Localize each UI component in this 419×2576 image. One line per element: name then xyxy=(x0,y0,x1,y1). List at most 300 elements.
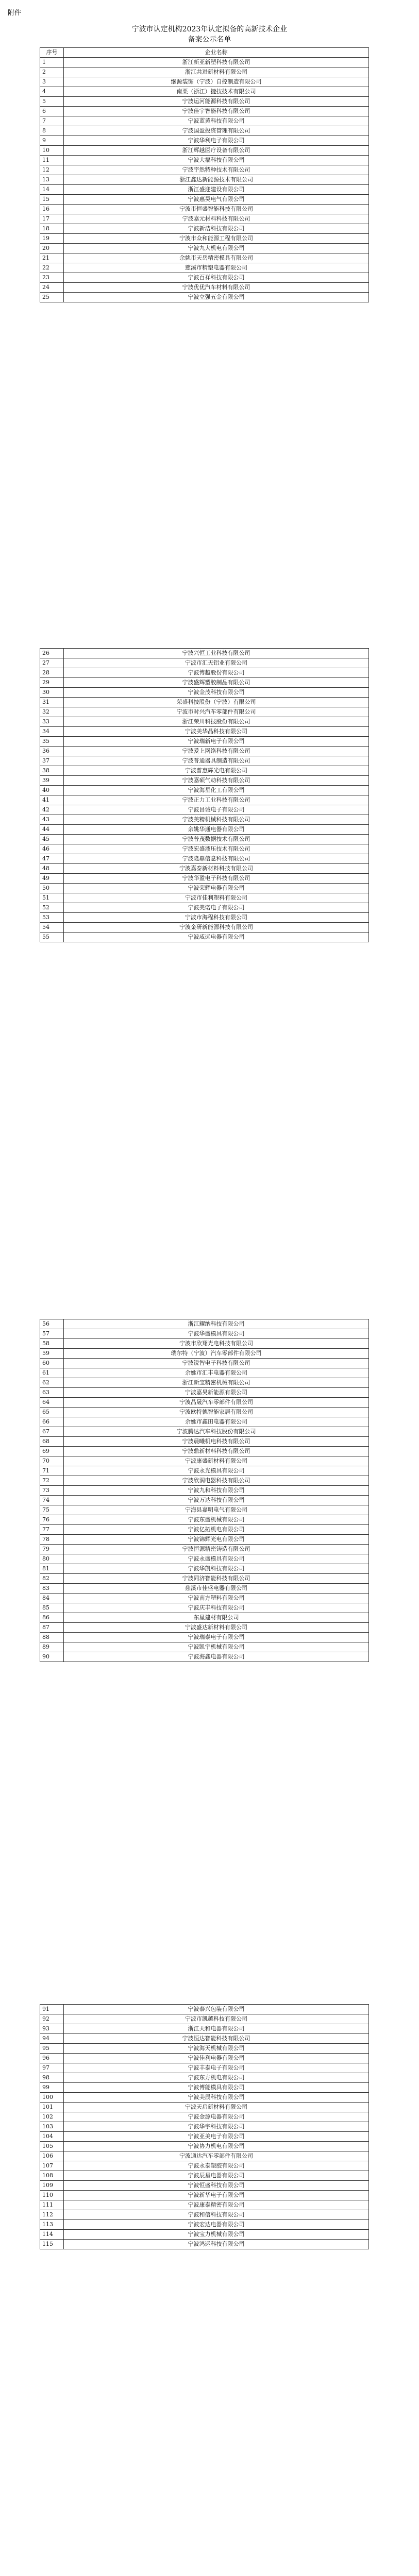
row-company-name: 宁波辰星电器有限公司 xyxy=(64,2171,369,2181)
table-row xyxy=(40,2171,369,2181)
row-seq-number: 40 xyxy=(40,786,64,795)
table-row xyxy=(40,1535,369,1545)
table-row xyxy=(40,805,369,815)
table-row xyxy=(40,1623,369,1633)
row-seq-number: 39 xyxy=(40,776,64,786)
row-seq-number: 37 xyxy=(40,756,64,766)
row-seq-number: 67 xyxy=(40,1427,64,1437)
table-row xyxy=(40,923,369,933)
table-row xyxy=(40,1476,369,1486)
table-row xyxy=(40,1339,369,1349)
row-seq-number: 46 xyxy=(40,844,64,854)
row-company-name: 宁波国盈投资管理有限公司 xyxy=(64,126,369,136)
row-seq-number: 111 xyxy=(40,2200,64,2210)
table-row xyxy=(40,2093,369,2103)
table-row xyxy=(40,2142,369,2151)
row-company-name: 宁波丰泰电子有限公司 xyxy=(64,2063,369,2073)
row-seq-number: 43 xyxy=(40,815,64,825)
row-company-name: 宁波市时兴汽车零部件有限公司 xyxy=(64,707,369,717)
row-company-name: 宁波佳利电器有限公司 xyxy=(64,2054,369,2063)
table-row xyxy=(40,1368,369,1378)
table-row xyxy=(40,77,369,87)
row-seq-number: 89 xyxy=(40,1642,64,1652)
row-company-name: 宁波爱上网络科技有限公司 xyxy=(64,747,369,756)
row-company-name: 宁波市汇天铝业有限公司 xyxy=(64,658,369,668)
row-seq-number: 106 xyxy=(40,2151,64,2161)
row-company-name: 宁波海天机械有限公司 xyxy=(64,2044,369,2054)
row-seq-number: 29 xyxy=(40,678,64,688)
row-seq-number: 58 xyxy=(40,1339,64,1349)
table-row xyxy=(40,2083,369,2093)
row-seq-number: 6 xyxy=(40,107,64,116)
table-row xyxy=(40,2005,369,2014)
row-seq-number: 92 xyxy=(40,2014,64,2024)
table-row xyxy=(40,1594,369,1603)
row-seq-number: 66 xyxy=(40,1417,64,1427)
table-row xyxy=(40,825,369,835)
row-seq-number: 59 xyxy=(40,1349,64,1359)
row-company-name: 宁波金源电器有限公司 xyxy=(64,2112,369,2122)
table-row xyxy=(40,1642,369,1652)
row-company-name: 宁波金茂科技有限公司 xyxy=(64,688,369,698)
row-seq-number: 45 xyxy=(40,835,64,844)
table-row xyxy=(40,1388,369,1398)
enterprise-table-page-3 xyxy=(40,1319,369,1662)
row-company-name: 浙江耀纳科技有限公司 xyxy=(64,1319,369,1329)
row-company-name: 南栗（浙江）捷技技术有限公司 xyxy=(64,87,369,97)
table-row xyxy=(40,2210,369,2220)
row-seq-number: 109 xyxy=(40,2181,64,2191)
table-row xyxy=(40,884,369,893)
row-seq-number: 69 xyxy=(40,1447,64,1456)
row-seq-number: 49 xyxy=(40,874,64,884)
header-name: 企业名称 xyxy=(64,48,369,58)
row-seq-number: 80 xyxy=(40,1554,64,1564)
row-company-name: 荣盛科技股份（宁波）有限公司 xyxy=(64,698,369,707)
row-seq-number: 64 xyxy=(40,1398,64,1408)
row-company-name: 宁波惠昊电气有限公司 xyxy=(64,195,369,205)
row-seq-number: 21 xyxy=(40,253,64,263)
table-row xyxy=(40,1633,369,1642)
table-row xyxy=(40,776,369,786)
row-seq-number: 24 xyxy=(40,283,64,293)
table-row xyxy=(40,2112,369,2122)
row-company-name: 宁波优优汽车材料有限公司 xyxy=(64,283,369,293)
table-row xyxy=(40,707,369,717)
row-company-name: 宁波普茂数据技术有限公司 xyxy=(64,835,369,844)
table-row xyxy=(40,698,369,707)
row-seq-number: 19 xyxy=(40,234,64,244)
row-seq-number: 8 xyxy=(40,126,64,136)
row-company-name: 宁波昌诚电子有限公司 xyxy=(64,805,369,815)
row-seq-number: 61 xyxy=(40,1368,64,1378)
table-row xyxy=(40,933,369,942)
row-company-name: 宁波市佳利塑料有限公司 xyxy=(64,893,369,903)
row-seq-number: 78 xyxy=(40,1535,64,1545)
table-row xyxy=(40,1359,369,1368)
table-row xyxy=(40,224,369,234)
row-company-name: 宁波恒达智能科技有限公司 xyxy=(64,2034,369,2044)
row-seq-number: 98 xyxy=(40,2073,64,2083)
row-seq-number: 23 xyxy=(40,273,64,283)
row-company-name: 宁波运河能源科技有限公司 xyxy=(64,97,369,107)
row-company-name: 宁波同济智能科技有限公司 xyxy=(64,1574,369,1584)
row-company-name: 宁波市欣翔光电科技有限公司 xyxy=(64,1339,369,1349)
table-row xyxy=(40,1515,369,1525)
row-seq-number: 10 xyxy=(40,146,64,156)
table-row xyxy=(40,795,369,805)
row-company-name: 宁波东方机电有限公司 xyxy=(64,2073,369,2083)
row-seq-number: 62 xyxy=(40,1378,64,1388)
enterprise-table-page-1 xyxy=(40,47,369,302)
row-company-name: 宁波亚美电子有限公司 xyxy=(64,2132,369,2142)
table-row xyxy=(40,1613,369,1623)
table-row xyxy=(40,1417,369,1427)
table-row xyxy=(40,1349,369,1359)
row-seq-number: 51 xyxy=(40,893,64,903)
row-company-name: 宁波宏盛液压技术有限公司 xyxy=(64,844,369,854)
row-company-name: 宁波大福科技有限公司 xyxy=(64,156,369,165)
table-row xyxy=(40,156,369,165)
row-company-name: 宁波通达汽车零部件有限公司 xyxy=(64,2151,369,2161)
table-row xyxy=(40,67,369,77)
row-seq-number: 97 xyxy=(40,2063,64,2073)
row-seq-number: 115 xyxy=(40,2240,64,2249)
row-company-name: 浙江盛迎建设有限公司 xyxy=(64,185,369,195)
table-row xyxy=(40,717,369,727)
table-row xyxy=(40,116,369,126)
row-company-name: 宁波鸿运科技有限公司 xyxy=(64,2240,369,2249)
row-company-name: 宁波泰兴包装有限公司 xyxy=(64,2005,369,2014)
row-company-name: 瑞尔特（宁波）汽车零部件有限公司 xyxy=(64,1349,369,1359)
table-row xyxy=(40,1378,369,1388)
row-company-name: 宁波天启新材料有限公司 xyxy=(64,2103,369,2112)
table-row xyxy=(40,747,369,756)
table-row xyxy=(40,2122,369,2132)
row-company-name: 宁波永光模具有限公司 xyxy=(64,1466,369,1476)
row-seq-number: 75 xyxy=(40,1505,64,1515)
row-seq-number: 93 xyxy=(40,2024,64,2034)
row-seq-number: 95 xyxy=(40,2044,64,2054)
table-row xyxy=(40,688,369,698)
table-row xyxy=(40,1525,369,1535)
row-seq-number: 102 xyxy=(40,2112,64,2122)
table-row xyxy=(40,874,369,884)
table-row xyxy=(40,668,369,678)
row-seq-number: 94 xyxy=(40,2034,64,2044)
row-seq-number: 2 xyxy=(40,67,64,77)
row-company-name: 宁波普惠辉光电有限公司 xyxy=(64,766,369,776)
row-seq-number: 71 xyxy=(40,1466,64,1476)
row-seq-number: 54 xyxy=(40,923,64,933)
row-company-name: 宁波瑞新电子有限公司 xyxy=(64,737,369,747)
row-seq-number: 63 xyxy=(40,1388,64,1398)
row-company-name: 宁波九大机电有限公司 xyxy=(64,244,369,253)
row-company-name: 宁波恒源精密铸造有限公司 xyxy=(64,1545,369,1554)
row-seq-number: 110 xyxy=(40,2191,64,2200)
row-company-name: 宁波新华电子有限公司 xyxy=(64,2191,369,2200)
row-company-name: 浙江辉越医疗设备有限公司 xyxy=(64,146,369,156)
table-row xyxy=(40,1466,369,1476)
table-row xyxy=(40,835,369,844)
table-row xyxy=(40,126,369,136)
table-row xyxy=(40,58,369,67)
row-seq-number: 12 xyxy=(40,165,64,175)
row-company-name: 宁波东盛机械有限公司 xyxy=(64,1515,369,1525)
table-row xyxy=(40,283,369,293)
row-company-name: 宁波市恒盛智能科技有限公司 xyxy=(64,205,369,214)
table-row xyxy=(40,1329,369,1339)
table-row xyxy=(40,1554,369,1564)
table-header-row xyxy=(40,48,369,58)
row-seq-number: 108 xyxy=(40,2171,64,2181)
row-company-name: 宁波嘉元材料科技有限公司 xyxy=(64,214,369,224)
table-row xyxy=(40,107,369,116)
row-seq-number: 57 xyxy=(40,1329,64,1339)
row-seq-number: 84 xyxy=(40,1594,64,1603)
row-seq-number: 11 xyxy=(40,156,64,165)
row-seq-number: 28 xyxy=(40,668,64,678)
row-company-name: 宁波美华晶科技有限公司 xyxy=(64,727,369,737)
row-seq-number: 86 xyxy=(40,1613,64,1623)
row-company-name: 宁波嘉昊新能源有限公司 xyxy=(64,1388,369,1398)
row-seq-number: 87 xyxy=(40,1623,64,1633)
row-company-name: 宁波美精机械科技有限公司 xyxy=(64,815,369,825)
row-seq-number: 33 xyxy=(40,717,64,727)
row-seq-number: 107 xyxy=(40,2161,64,2171)
table-row xyxy=(40,1408,369,1417)
row-seq-number: 90 xyxy=(40,1652,64,1662)
table-row xyxy=(40,97,369,107)
row-seq-number: 34 xyxy=(40,727,64,737)
table-row xyxy=(40,2240,369,2249)
row-seq-number: 30 xyxy=(40,688,64,698)
table-row xyxy=(40,185,369,195)
row-company-name: 宁波腾达汽车科技股份有限公司 xyxy=(64,1427,369,1437)
table-row xyxy=(40,1437,369,1447)
row-company-name: 宁波华宇科技有限公司 xyxy=(64,2122,369,2132)
table-row xyxy=(40,786,369,795)
row-company-name: 浙江荣川科技股份有限公司 xyxy=(64,717,369,727)
row-company-name: 宁波恒盛科技有限公司 xyxy=(64,2181,369,2191)
row-company-name: 宁波晨曦机电科技有限公司 xyxy=(64,1437,369,1447)
row-seq-number: 68 xyxy=(40,1437,64,1447)
row-company-name: 宁波和信科技有限公司 xyxy=(64,2210,369,2220)
row-seq-number: 96 xyxy=(40,2054,64,2063)
row-seq-number: 42 xyxy=(40,805,64,815)
table-row xyxy=(40,1574,369,1584)
table-row xyxy=(40,864,369,874)
table-row xyxy=(40,273,369,283)
row-company-name: 宁波海星化工有限公司 xyxy=(64,786,369,795)
table-row xyxy=(40,146,369,156)
row-company-name: 宁波瑞泰电子有限公司 xyxy=(64,1633,369,1642)
row-company-name: 东星建材有限公司 xyxy=(64,1613,369,1623)
row-company-name: 宁波万达科技有限公司 xyxy=(64,1496,369,1505)
row-seq-number: 55 xyxy=(40,933,64,942)
row-seq-number: 35 xyxy=(40,737,64,747)
table-row xyxy=(40,1398,369,1408)
row-company-name: 余姚华通电器有限公司 xyxy=(64,825,369,835)
row-company-name: 宁波晶晟汽车零部件有限公司 xyxy=(64,1398,369,1408)
table-row xyxy=(40,2044,369,2054)
row-seq-number: 103 xyxy=(40,2122,64,2132)
row-company-name: 宁波蓝黄科技有限公司 xyxy=(64,116,369,126)
row-seq-number: 81 xyxy=(40,1564,64,1574)
row-company-name: 宁波协力机电有限公司 xyxy=(64,2142,369,2151)
table-row xyxy=(40,844,369,854)
row-seq-number: 100 xyxy=(40,2093,64,2103)
table-row xyxy=(40,2191,369,2200)
row-company-name: 宁波市众和能源工程有限公司 xyxy=(64,234,369,244)
table-row xyxy=(40,195,369,205)
table-row xyxy=(40,2220,369,2230)
table-row xyxy=(40,893,369,903)
row-seq-number: 48 xyxy=(40,864,64,874)
table-row xyxy=(40,214,369,224)
row-seq-number: 7 xyxy=(40,116,64,126)
row-seq-number: 1 xyxy=(40,58,64,67)
row-seq-number: 26 xyxy=(40,649,64,658)
row-company-name: 宁波嘉泰新材料科技有限公司 xyxy=(64,864,369,874)
table-row xyxy=(40,658,369,668)
table-row xyxy=(40,2161,369,2171)
row-company-name: 宁波盛达新材料有限公司 xyxy=(64,1623,369,1633)
table-row xyxy=(40,2103,369,2112)
row-company-name: 浙江天和电器有限公司 xyxy=(64,2024,369,2034)
row-company-name: 宁波欣润电器科技有限公司 xyxy=(64,1476,369,1486)
table-row xyxy=(40,1319,369,1329)
table-row xyxy=(40,815,369,825)
row-seq-number: 105 xyxy=(40,2142,64,2151)
row-seq-number: 73 xyxy=(40,1486,64,1496)
table-row xyxy=(40,1447,369,1456)
table-row xyxy=(40,649,369,658)
row-company-name: 宁波嘉硕气动科技有限公司 xyxy=(64,776,369,786)
table-row xyxy=(40,756,369,766)
row-company-name: 宁海县嘉明电气有限公司 xyxy=(64,1505,369,1515)
row-seq-number: 99 xyxy=(40,2083,64,2093)
row-seq-number: 32 xyxy=(40,707,64,717)
row-seq-number: 41 xyxy=(40,795,64,805)
table-row xyxy=(40,2230,369,2240)
row-seq-number: 113 xyxy=(40,2220,64,2230)
row-seq-number: 16 xyxy=(40,205,64,214)
row-seq-number: 47 xyxy=(40,854,64,864)
row-company-name: 宁波华利电子有限公司 xyxy=(64,136,369,146)
table-row xyxy=(40,737,369,747)
row-seq-number: 65 xyxy=(40,1408,64,1417)
row-company-name: 宁波永盛模具有限公司 xyxy=(64,1554,369,1564)
enterprise-table-page-2 xyxy=(40,648,369,942)
row-seq-number: 72 xyxy=(40,1476,64,1486)
table-row xyxy=(40,1564,369,1574)
row-company-name: 宁波兴恒工业科技有限公司 xyxy=(64,649,369,658)
row-company-name: 余姚市汇丰电器有限公司 xyxy=(64,1368,369,1378)
row-company-name: 宁波盛辉塑胶制品有限公司 xyxy=(64,678,369,688)
row-company-name: 宁波海鑫电器有限公司 xyxy=(64,1652,369,1662)
table-row xyxy=(40,678,369,688)
row-seq-number: 52 xyxy=(40,903,64,913)
row-company-name: 宁波荣辉电器有限公司 xyxy=(64,884,369,893)
row-company-name: 浙江鑫达新能源技术有限公司 xyxy=(64,175,369,185)
table-row xyxy=(40,2024,369,2034)
row-company-name: 宁波鼎新材料科技有限公司 xyxy=(64,1447,369,1456)
table-row xyxy=(40,2014,369,2024)
row-company-name: 宁波宝力机械有限公司 xyxy=(64,2230,369,2240)
table-row xyxy=(40,1545,369,1554)
table-row xyxy=(40,2181,369,2191)
table-row xyxy=(40,913,369,923)
table-row xyxy=(40,87,369,97)
row-seq-number: 50 xyxy=(40,884,64,893)
table-row xyxy=(40,1603,369,1613)
row-seq-number: 101 xyxy=(40,2103,64,2112)
row-seq-number: 14 xyxy=(40,185,64,195)
row-company-name: 宁波立强五金有限公司 xyxy=(64,293,369,302)
row-seq-number: 17 xyxy=(40,214,64,224)
row-seq-number: 74 xyxy=(40,1496,64,1505)
header-seq: 序号 xyxy=(40,48,64,58)
row-company-name: 宁波华盈电子科技有限公司 xyxy=(64,874,369,884)
row-company-name: 宁波亿拓机电有限公司 xyxy=(64,1525,369,1535)
table-row xyxy=(40,903,369,913)
table-row xyxy=(40,727,369,737)
row-company-name: 继源装饰（宁波）自控制造有限公司 xyxy=(64,77,369,87)
row-company-name: 宁波欧特德智能家居有限公司 xyxy=(64,1408,369,1417)
row-seq-number: 82 xyxy=(40,1574,64,1584)
row-seq-number: 20 xyxy=(40,244,64,253)
row-company-name: 浙江共进新材料有限公司 xyxy=(64,67,369,77)
row-seq-number: 85 xyxy=(40,1603,64,1613)
table-row xyxy=(40,136,369,146)
row-company-name: 宁波九和科技有限公司 xyxy=(64,1486,369,1496)
row-seq-number: 104 xyxy=(40,2132,64,2142)
row-company-name: 宁波美辰科技有限公司 xyxy=(64,2093,369,2103)
row-company-name: 宁波庆丰科技有限公司 xyxy=(64,1603,369,1613)
table-row xyxy=(40,1496,369,1505)
table-row xyxy=(40,175,369,185)
document-subtitle: 备案公示名单 xyxy=(188,36,231,44)
row-company-name: 宁波康盛新材料有限公司 xyxy=(64,1456,369,1466)
table-row xyxy=(40,1584,369,1594)
row-seq-number: 38 xyxy=(40,766,64,776)
row-company-name: 宁波博越股份有限公司 xyxy=(64,668,369,678)
row-seq-number: 31 xyxy=(40,698,64,707)
row-seq-number: 76 xyxy=(40,1515,64,1525)
table-row xyxy=(40,2151,369,2161)
row-company-name: 宁波南方塑料有限公司 xyxy=(64,1594,369,1603)
row-company-name: 宁波锐智电子科技有限公司 xyxy=(64,1359,369,1368)
row-company-name: 慈溪市精塑电器有限公司 xyxy=(64,263,369,273)
row-seq-number: 56 xyxy=(40,1319,64,1329)
row-seq-number: 36 xyxy=(40,747,64,756)
row-company-name: 浙江新宝精密机械有限公司 xyxy=(64,1378,369,1388)
table-row xyxy=(40,263,369,273)
row-seq-number: 112 xyxy=(40,2210,64,2220)
table-row xyxy=(40,2034,369,2044)
row-company-name: 宁波佳宇智能科技有限公司 xyxy=(64,107,369,116)
table-row xyxy=(40,205,369,214)
row-seq-number: 18 xyxy=(40,224,64,234)
row-seq-number: 114 xyxy=(40,2230,64,2240)
row-company-name: 宁波市凯越科技有限公司 xyxy=(64,2014,369,2024)
row-company-name: 宁波宏达电器有限公司 xyxy=(64,2220,369,2230)
row-seq-number: 88 xyxy=(40,1633,64,1642)
row-company-name: 宁波华盛模具有限公司 xyxy=(64,1329,369,1339)
row-seq-number: 15 xyxy=(40,195,64,205)
row-company-name: 慈溪市佳盛电器有限公司 xyxy=(64,1584,369,1594)
